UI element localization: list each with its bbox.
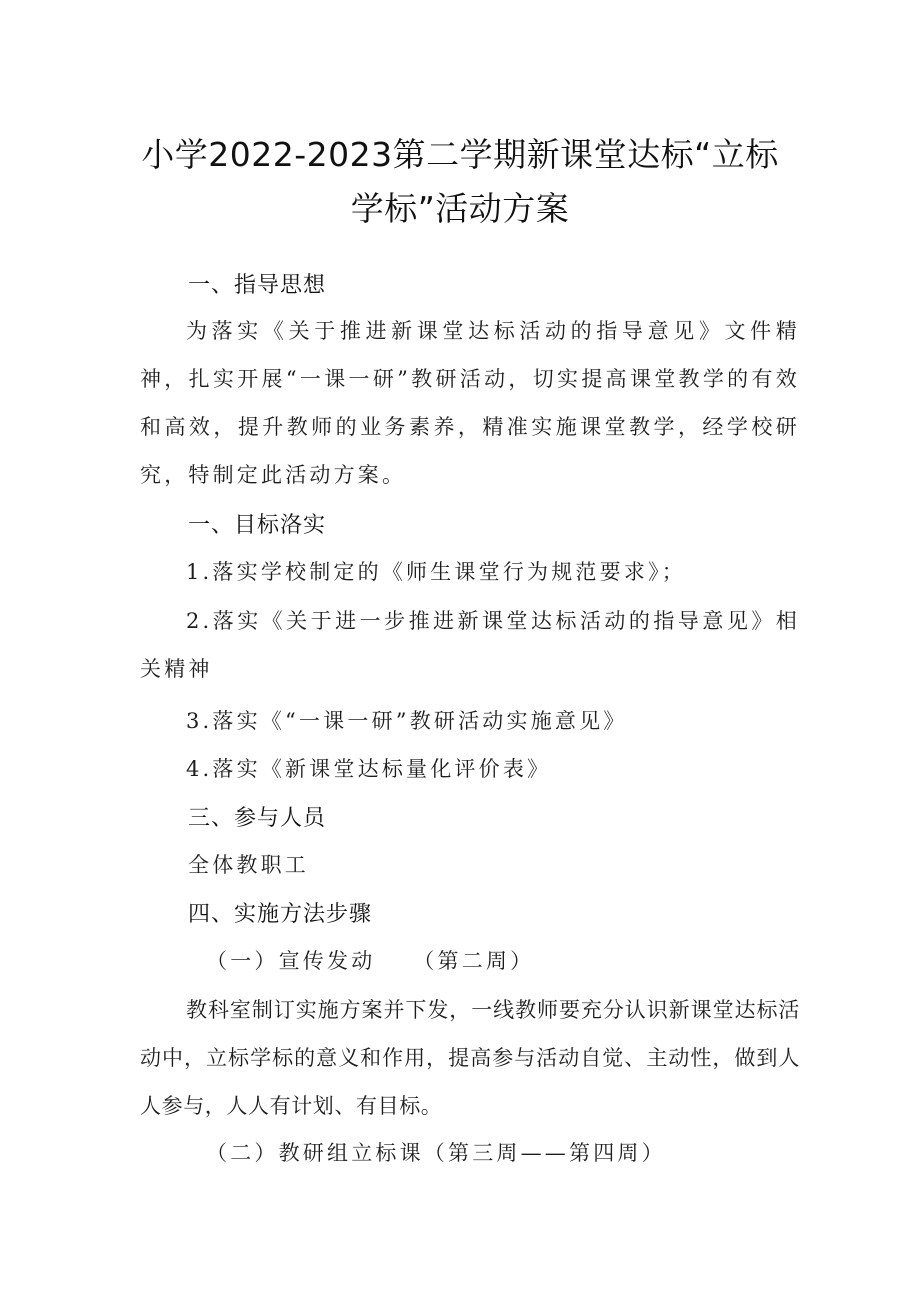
goal-item-4: 4.落实《新课堂达标量化评价表》	[186, 757, 552, 781]
step-2-label: （二）教研组立标课（第三周——第四周）	[206, 1141, 666, 1165]
section-2-heading: 一、目标洛实	[188, 513, 327, 538]
section-1-paragraph: 为落实《关于推进新课堂达标活动的指导意见》文件精神，扎实开展“一课一研”教研活动，切实提高课堂教学的有效和高效，提升教师的业务素养，精准实施课堂教学，经学校研究，特制定此活动方案。	[140, 319, 800, 487]
section-1-heading: 一、指导思想	[188, 273, 327, 298]
step-1-paragraph: 教科室制订实施方案并下发，一线教师要充分认识新课堂达标活动中，立标学标的意义和作用，提高参与活动自觉、主动性，做到人人参与，人人有计划、有目标。	[140, 998, 800, 1118]
goal-item-2: 2.落实《关于进一步推进新课堂达标活动的指导意见》相关精神	[140, 609, 800, 681]
title-line-2: 学标”活动方案	[350, 189, 570, 228]
section-3-heading: 三、参与人员	[188, 806, 327, 831]
goal-item-1: 1.落实学校制定的《师生课堂行为规范要求》；	[186, 560, 686, 584]
section-4-heading: 四、实施方法步骤	[188, 902, 373, 927]
step-1-label: （一）宣传发动 （第二周）	[206, 949, 535, 973]
goal-item-3: 3.落实《“一课一研”教研活动实施意见》	[186, 709, 628, 733]
participants-text: 全体教职工	[188, 853, 309, 877]
title-line-1: 小学2022-2023第二学期新课堂达标“立标	[141, 135, 779, 174]
document-title	[120, 128, 800, 236]
